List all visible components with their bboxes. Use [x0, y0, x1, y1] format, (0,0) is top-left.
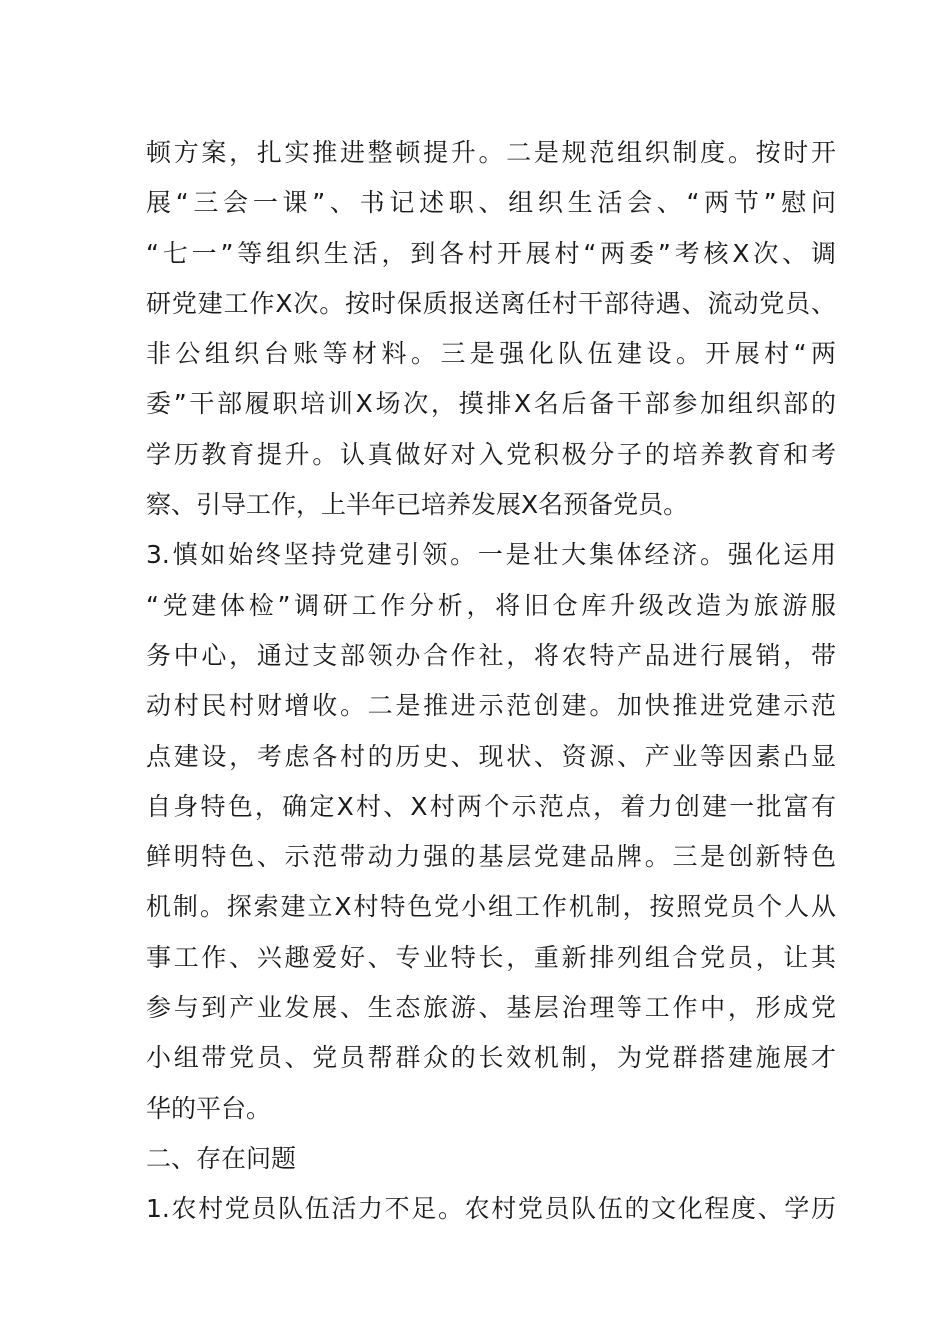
text-line: 务中心，通过支部领办合作社，将农特产品进行展销，带	[146, 640, 836, 670]
text-line: 参与到产业发展、生态旅游、基层治理等工作中，形成党	[146, 993, 836, 1023]
text-line: 1.农村党员队伍活力不足。农村党员队伍的文化程度、学历	[146, 1194, 836, 1224]
text-line: 点建设，考虑各村的历史、现状、资源、产业等因素凸显	[146, 741, 836, 771]
document-body	[146, 128, 836, 1235]
text-line: 顿方案，扎实推进整顿提升。二是规范组织制度。按时开	[146, 138, 836, 167]
text-line: “党建体检”调研工作分析，将旧仓库升级改造为旅游服	[146, 590, 836, 620]
text-line: 委”干部履职培训X场次，摸排X名后备干部参加组织部的	[146, 389, 836, 419]
text-line: 二、存在问题	[146, 1143, 297, 1173]
text-line: 研党建工作X次。按时保质报送离任村干部待遇、流动党员、	[146, 288, 836, 318]
text-line: 自身特色，确定X村、X村两个示范点，着力创建一批富有	[146, 791, 836, 821]
text-line: 3.慎如始终坚持党建引领。一是壮大集体经济。强化运用	[146, 540, 836, 570]
text-line: 华的平台。	[146, 1093, 272, 1123]
text-line: 非公组织台账等材料。三是强化队伍建设。开展村“两	[146, 339, 836, 369]
text-line: 鲜明特色、示范带动力强的基层党建品牌。三是创新特色	[146, 842, 836, 872]
text-line: 事工作、兴趣爱好、专业特长，重新排列组合党员，让其	[146, 942, 836, 972]
text-line: 机制。探索建立X村特色党小组工作机制，按照党员个人从	[146, 892, 836, 922]
text-line: 动村民村财增收。二是推进示范创建。加快推进党建示范	[146, 691, 836, 721]
text-line: 察、引导工作，上半年已培养发展X名预备党员。	[146, 490, 689, 520]
text-line: 展“三会一课”、书记述职、组织生活会、“两节”慰问	[146, 188, 836, 218]
text-line: “七一”等组织生活，到各村开展村“两委”考核X次、调	[146, 238, 836, 268]
text-line: 小组带党员、党员帮群众的长效机制，为党群搭建施展才	[146, 1043, 836, 1073]
text-line: 学历教育提升。认真做好对入党积极分子的培养教育和考	[146, 439, 836, 469]
